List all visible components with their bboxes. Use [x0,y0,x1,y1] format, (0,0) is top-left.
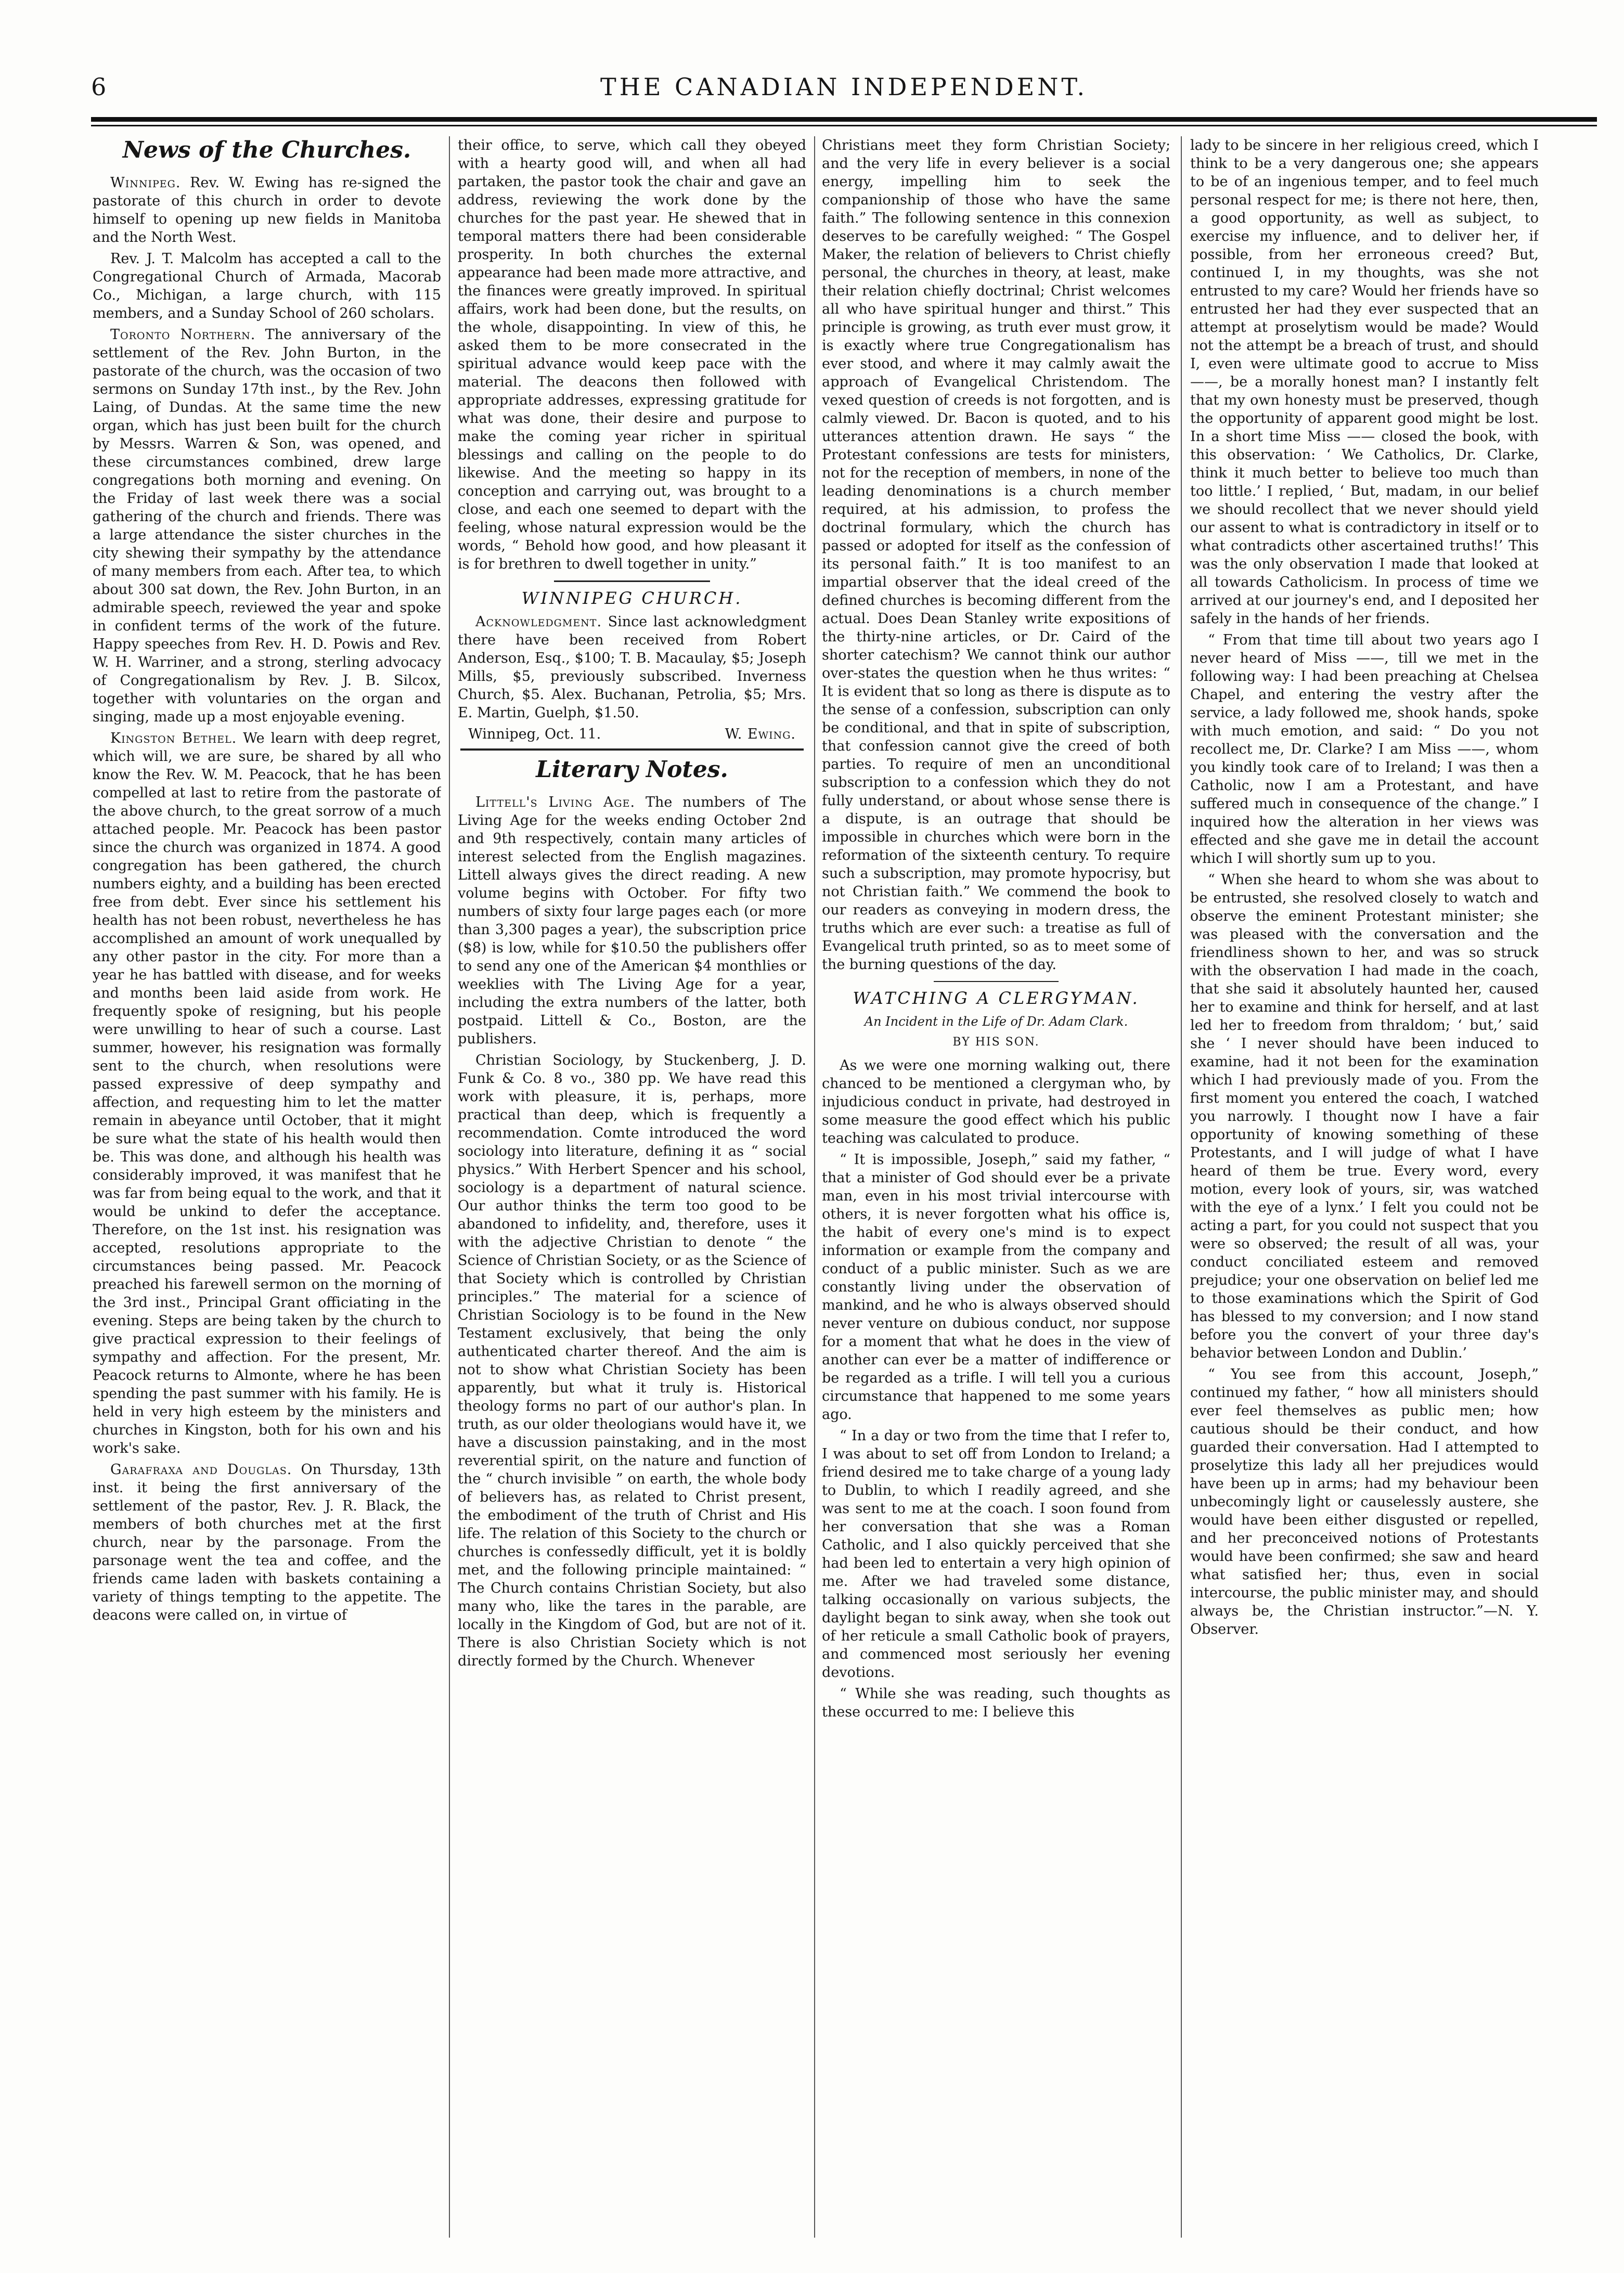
paragraph-text: The numbers of The Living Age for the weeks ending October 2nd and 9th respectively, contain many articles of interest selected from the English magazines. Littell always gives the direct reading. A new volume begins with October. For fifty two numbers of sixty four large pages each (or more than 3,300 pages a year), the subscription price ($8) is low, while for $10.50 the publishers offer to send any one of the American $4 monthlies or weeklies with The Living Age for a year, including the extra numbers of the latter, both postpaid. Littell & Co., Boston, are the publishers. [458,794,806,1047]
story-byline: BY HIS SON. [952,1036,1040,1049]
section-rule [554,580,710,582]
column-2 [458,136,806,2240]
article-paragraph: “ It is impossible, Joseph,” said my father, “ that a minister of God should ever be a private man, even in his most trivial intercourse with others, it is never forgotten what his office is, the habit of every one's mind is to expect information or example from the company and conduct of a public minister. Such as we are constantly living under the observation of mankind, and he who is always observed should never venture on dubious conduct, nor suppose for a moment that what he does in the view of another can ever be a matter of indifference or be regarded as a trifle. I will tell you a curious circumstance that happened to me some years ago. [822,1152,1170,1423]
paragraph-text: Since last acknowledgment there have been received from Robert Anderson, Esq., $100; T. B. Macaulay, $5; Joseph Mills, $5, previously subscribed. Inverness Church, $5. Alex. Buchanan, Petrolia, $5; Mrs. E. Martin, Guelph, $1.50. [458,614,806,721]
article-paragraph: “ You see from this account, Joseph,” continued my father, “ how all ministers should ever feel themselves as public men; how cautious should be their conduct, and how guarded their conversation. Had I attempted to proselytize this lady all her prejudices would have been up in arms; had my behaviour been unbecomingly light or causelessly austere, she would have been either disgusted or repelled, and her preconceived notions of Protestants would have been confirmed; she saw and heard what satisfied her; thus, even in social intercourse, the public minister may, and should always be, the Christian instructor.”—N. Y. Observer. [1190,1366,1539,1637]
paragraph-text: Rev. W. Ewing has re-signed the pastorate of this church in order to devote himself to opening up new fields in Manitoba and the North West. [93,175,441,246]
article-paragraph: “ From that time till about two years ago I never heard of Miss ——, till we met in the following way: I had been preaching at Chelsea Chapel, and entering the vestry after the service, a lady followed me, shook hands, spoke with much emotion, and said: “ Do you not recollect me, Dr. Clarke? I am Miss ——, whom you kindly took care of to Ireland; I was then a Catholic, now I am a Protestant, and have suffered much in consequence of the change.” I inquired how the alteration in her views was effected and she gave me in detail the account which I will shortly sum up to you. [1190,632,1539,867]
article-paragraph [93,326,441,726]
column-divider [449,136,450,2238]
article-paragraph: As we were one morning walking out, there chanced to be mentioned a clergyman who, by injudicious conduct in private, had destroyed in some measure the good effect which his public teaching was calculated to produce. [822,1057,1170,1146]
dateline: Kingston Bethel. [110,730,237,746]
winnipeg-church-heading: WINNIPEG CHURCH. [521,588,743,608]
article-paragraph: their office, to serve, which call they obeyed with a hearty good will, and when all had partaken, the pastor took the chair and gave an address, reviewing the work done by the churches for the past year. He shewed that in temporal matters there had been considerable prosperity. In both churches the external appearance had been made more attractive, and the finances were greatly improved. In spiritual affairs, work had been done, but the results, on the whole, disappointing. In view of this, he asked them to be more consecrated in the spiritual advance would keep pace with the material. The deacons then followed with appropriate addresses, expressing gratitude for what was done, their desire and purpose to make the coming year richer in spiritual blessings and calling on the people to do likewise. And the meeting so happy in its conception and carrying out, was brought to a close, and each one seemed to depart with the feeling, whose natural expression would be the words, “ Behold how good, and how pleasant it is for brethren to dwell together in unity.” [458,137,806,572]
column-3 [822,136,1170,2240]
dateline: Littell's Living Age. [475,794,636,810]
column-divider [1181,136,1182,2238]
article-paragraph: Christian Sociology, by Stuckenberg, J. D. Funk & Co. 8 vo., 380 pp. We have read this work with pleasure, it is, perhaps, more practical than deep, which is frequently a recommendation. Comte introduced the word sociology into literature, defining it as “ social physics.” With Herbert Spencer and his school, sociology is a department of natural science. Our author thinks the term too good to be abandoned to infidelity, and, therefore, uses it with the adjective Christian to denote “ the Science of Christian Society, or as the Science of that Society which is controlled by Christian principles.” The material for a science of Christian Sociology is to be found in the New Testament exclusively, that being the only authenticated charter thereof. And the aim is not to show what Christian Society has been apparently, but what it truly is. Historical theology forms no part of our author's plan. In truth, as our older theologians would have it, we have a discussion painstaking, and in the most reverential spirit, on the nature and function of the “ church invisible ” on earth, the whole body of believers has, as related to Christ present, the embodiment of the truth of Christ and His life. The relation of this Society to the church or churches is confessedly difficult, yet it is boldly met, and the following principle maintained: “ The Church contains Christian Society, but also many who, like the tares in the parable, are locally in the Kingdom of God, but are not of it. There is also Christian Society which is not directly formed by the Church. Whenever [458,1052,806,1669]
article-paragraph: “ When she heard to whom she was about to be entrusted, she resolved closely to watch and observe the eminent Protestant minister; she was pleased with the conversation and the friendliness shown to her, and was so struck with the observation I had made in the coach, that she said it absolutely haunted her, caused her to examine and think for herself, and at last led her to freedom from thraldom; ‘ but,’ said she ‘ I never should have been induced to examine, had it not been for the examination which I had previously made of you. From the first moment you entered the coach, I watched you narrowly. I thought now I have a fair opportunity of knowing something of these Protestants, and I will judge of what I have heard of them be true. Every word, every motion, every look of yours, sir, was watched with the eye of a lynx.’ I felt you could not be acting a part, for you could not suspect that you were so observed; the result of all was, your conduct conciliated esteem and removed prejudice; your one observation on belief led me to those examinations which the Spirit of God has blessed to my conversion; and I now stand before you the convert of your three day's behavior between London and Dublin.’ [1190,872,1539,1361]
dateline: Toronto Northern. [110,327,256,343]
column-4 [1190,136,1539,2240]
article-paragraph [93,729,441,1457]
article-paragraph: Christians meet they form Christian Society; and the very life in every believer is a social energy, impelling him to seek the companionship of those who have the same faith.” The following sentence in this connexion deserves to be carefully weighed: “ The Gospel Maker, the relation of believers to Christ chiefly personal, the churches in theory, at least, make their relation chiefly doctrinal; Christ welcomes all who have spiritual hunger and thirst.” This principle is growing, as truth ever must grow, it is exactly where true Congregationalism has ever stood, and where it may calmly await the approach of Evangelical Christendom. The vexed question of creeds is not forgotten, and is calmly viewed. Dr. Bacon is quoted, and to his utterances attention drawn. He says “ the Protestant confessions are tests for ministers, not for the reception of members, in none of the leading denominations is a church member required, at his admission, to profess the doctrinal formulary, which the church has passed or adopted for itself as the confession of its personal faith.” It is too manifest to an impartial observer that the ideal creed of the defined churches is becoming different from the actual. Does Dean Stanley write expositions of the thirty-nine articles, or Dr. Caird of the shorter catechism? We cannot think our author over-states the question when he thus writes: “ It is evident that so long as there is dispute as to the sense of a confession, subscription can only be conditional, and that in spite of subscription, that confession cannot give the creed of both parties. To require of men an unconditional subscription to a confession which they do not fully understand, or about whose sense there is a dispute, is an outrage that should be impossible in churches which were born in the reformation of the sixteenth century. To require such a subscription, may promote hypocrisy, but not Christian faith.” We commend the book to our readers as conveying in modern dress, the truths which are ever such: a treatise as full of Evangelical truth printed, so as to meet some of the burning questions of the day. [822,137,1170,973]
article-paragraph: lady to be sincere in her religious creed, which I think to be a very dangerous one; she appears to be of an ingenious temper, and to feel much personal respect for me; is there not here, then, a good opportunity, as well as subject, to exercise my influence, and to deliver her, if possible, from her erroneous creed? But, continued I, in my thoughts, was she not entrusted to my care? Would her friends have so entrusted her had they ever suspected that an attempt at proselytism would be made? Would not the attempt be a breach of trust, and should I, even were ultimate good to accrue to Miss ——, be a morally honest man? I instantly felt that my own honesty must be preserved, though the opportunity of apparent good might be lost. In a short time Miss —— closed the book, with this observation: ‘ We Catholics, Dr. Clarke, think it much better to believe too much than too little.’ I replied, ‘ But, madam, in our belief we should recollect that we never should yield our assent to what is contradictory in itself or to what contradicts other ascertained truths!’ This was the only observation I made that looked at all towards Catholicism. In process of time we arrived at our journey's end, and I deposited her safely in the hands of her friends. [1190,137,1539,627]
page-header [91,73,1597,109]
signature-place-date: Winnipeg, Oct. 11. [468,726,601,742]
article-paragraph: Rev. J. T. Malcolm has accepted a call to the Congregational Church of Armada, Macorab Co., Michigan, a large church, with 115 members, and a Sunday School of 260 scholars. [93,251,441,321]
signature-name: W. Ewing. [725,726,796,742]
signature-line [458,725,806,743]
header-rule-thin [91,125,1597,126]
dateline: Acknowledgment. [475,614,602,630]
paragraph-text: We learn with deep regret, which will, we are sure, be shared by all who know the Rev. W. M. Peacock, that he has been compelled at last to retire from the pastorate of the above church, to the great sorrow of a much attached people. Mr. Peacock has been pastor since the church was organized in 1874. A good congregation has been gathered, the church numbers eighty, and a building has been erected free from debt. Ever since his settlement his health has not been robust, nevertheless he has accomplished an amount of work unequalled by any other pastor in the city. For more than a year he has battled with disease, and for weeks and months been laid aside from work. He frequently spoke of resigning, but his people were unwilling to hear of such a course. Last summer, however, his resignation was formally sent to the church, when resolutions were passed expressive of deep sympathy and affection, and requesting him to let the matter remain in abeyance until October, that it might be sure what the state of his health would then be. This was done, and although his health was considerably improved, it was manifest that he was far from being equal to the work, and that it would be unkind to defer the acceptance. Therefore, on the 1st inst. his resignation was accepted, resolutions appropriate to the circumstances being passed. Mr. Peacock preached his farewell sermon on the morning of the 3rd inst., Principal Grant officiating in the evening. Steps are being taken by the church to give practical expression to their feelings of sympathy and affection. For the present, Mr. Peacock returns to Almonte, where he has been spending the past summer with his family. He is held in very high esteem by the ministers and churches in Kingston, both for his own and his work's sake. [93,730,441,1456]
article-paragraph [458,793,806,1048]
header-rule-thick [91,117,1597,122]
paragraph-text: On Thursday, 13th inst. it being the first anniversary of the settlement of the pastor, Rev. J. R. Black, the members of both churches met at the first church, near by the parsonage. From the parsonage went the tea and coffee, and the friends came laden with baskets containing a variety of things tempting to the appetite. The deacons were called on, in virtue of [93,1462,441,1623]
dateline: Garafraxa and Douglas. [110,1462,292,1478]
dateline: Winnipeg. [110,175,181,191]
story-subheading: An Incident in the Life of Dr. Adam Clark. [864,1014,1128,1029]
column-1 [93,136,441,2240]
article-paragraph [458,613,806,722]
article-paragraph: “ While she was reading, such thoughts as these occurred to me: I believe this [822,1686,1170,1720]
section-heading-literary-notes: Literary Notes. [536,756,728,783]
running-title: THE CANADIAN INDEPENDENT. [600,73,1088,101]
section-rule [934,981,1059,982]
page-number: 6 [91,73,107,101]
section-heading-news-of-churches: News of the Churches. [122,137,411,163]
paragraph-text: The anniversary of the settlement of the Rev. John Burton, in the pastorate of the church, was the occasion of two sermons on Sunday 17th inst., by the Rev. John Laing, of Dundas. At the same time the new organ, which has just been built for the church by Messrs. Warren & Son, was opened, and these circumstances combined, drew large congregations both morning and evening. On the Friday of last week there was a social gathering of the church and friends. There was a large attendance the sister churches in the city shewing their sympathy by the attendance of many members from each. After tea, to which about 300 sat down, the Rev. John Burton, in an admirable speech, reviewed the year and spoke in confident terms of the work of the future. Happy speeches from Rev. H. D. Powis and Rev. W. H. Warriner, and a strong, sterling advocacy of Congregationalism by Rev. J. B. Silcox, together with voluntaries on the organ and singing, made up a most enjoyable evening. [93,327,441,725]
column-divider [814,136,815,2238]
story-heading: WATCHING A CLERGYMAN. [853,988,1140,1008]
section-rule [460,748,804,751]
article-paragraph [93,174,441,247]
article-paragraph: “ In a day or two from the time that I refer to, I was about to set off from London to Ireland; a friend desired me to take charge of a young lady to Dublin, to which I readily agreed, and she was sent to me at the coach. I soon found from her conversation that she was a Roman Catholic, and I also quickly perceived that she had been led to entertain a very high opinion of me. After we had traveled some distance, talking occasionally on various subjects, the daylight began to sink away, when she took out of her reticule a small Catholic book of prayers, and commenced most seriously her evening devotions. [822,1428,1170,1681]
article-paragraph [93,1461,441,1624]
